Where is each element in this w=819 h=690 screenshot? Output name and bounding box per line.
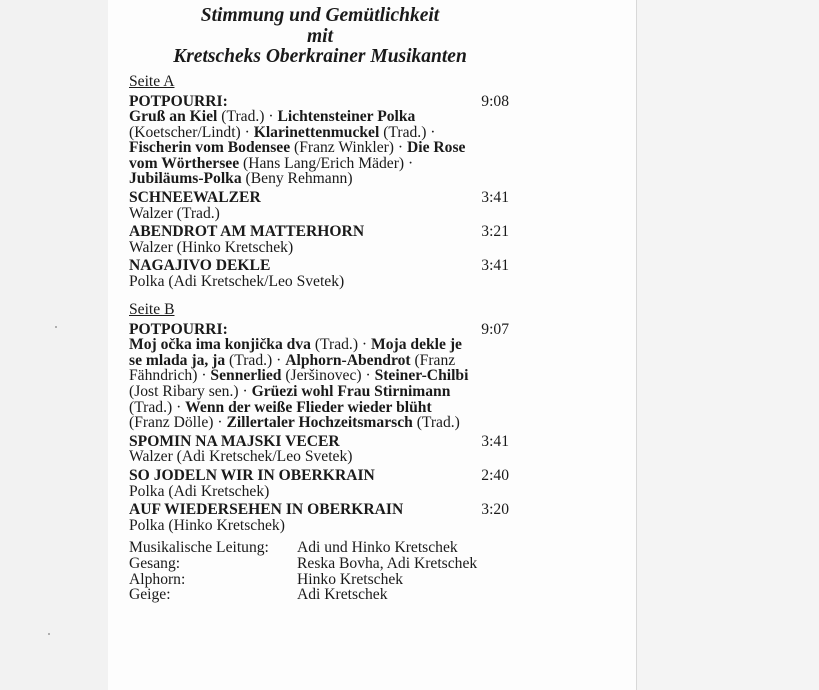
track-duration: 3:41: [481, 189, 509, 207]
track-title: AUF WIEDERSEHEN IN OBERKRAIN: [129, 501, 404, 519]
track-item: [129, 468, 509, 499]
song-credit: (Hans Lang/Erich Mäder) ·: [239, 154, 414, 172]
song-title: Steiner-Chilbi: [374, 367, 469, 385]
track-heading: [129, 434, 509, 450]
song-title: Gruß an Kiel: [129, 108, 218, 126]
credit-row: [129, 540, 509, 556]
song-title: Alphorn-Abendrot: [285, 351, 411, 369]
side-b-tracks: [129, 434, 509, 534]
credit-row: [129, 587, 509, 603]
song-title: Wenn der weiße Flieder wieder blüht: [185, 398, 432, 416]
track-info: Polka (Hinko Kretschek): [129, 516, 285, 534]
track-item: [129, 190, 509, 221]
track-duration: 3:21: [481, 223, 509, 241]
song-title: Grüezi wohl Frau Stirnimann: [251, 383, 451, 400]
track-heading: [129, 224, 509, 240]
track-duration: 9:08: [481, 92, 509, 110]
track-item: [129, 258, 509, 289]
title-line-1: Stimmung und Gemütlichkeit: [200, 5, 440, 26]
song-credit: (Trad.) ·: [129, 398, 186, 416]
song-credit: (Trad.) ·: [225, 351, 286, 369]
side-a-potpourri: [129, 94, 509, 188]
potpourri-medley-text: [129, 109, 509, 187]
credit-role: Geige:: [129, 586, 171, 604]
medley-line: [129, 140, 509, 156]
credit-role: Gesang:: [129, 554, 181, 572]
song-title: Fischerin vom Bodensee: [129, 139, 291, 157]
track-title: SO JODELN WIR IN OBERKRAIN: [129, 466, 375, 484]
medley-line: [129, 353, 509, 369]
medley-line: [129, 171, 509, 187]
medley-line: [129, 125, 509, 141]
track-info: Walzer (Hinko Kretschek): [129, 238, 294, 256]
track-duration: 2:40: [481, 466, 509, 484]
track-item: [129, 502, 509, 533]
track-heading: [129, 94, 509, 110]
track-duration: 3:41: [481, 432, 509, 450]
song-title: se mlada ja, ja: [129, 351, 226, 369]
side-b-potpourri: [129, 322, 509, 431]
track-heading: [129, 190, 509, 206]
medley-line: [129, 384, 509, 400]
song-credit: (Trad.) ·: [217, 108, 278, 126]
title-line-3: Kretscheks Oberkrainer Musikanten: [173, 46, 467, 67]
track-heading: [129, 468, 509, 484]
potpourri-medley-text: [129, 337, 509, 431]
song-title: Klarinettenmuckel: [253, 123, 380, 141]
song-title: vom Wörthersee: [129, 154, 240, 172]
insert-content: [129, 6, 509, 603]
track-duration: 3:20: [481, 501, 509, 519]
track-title: NAGAJIVO DEKLE: [129, 257, 271, 275]
track-info: Walzer (Adi Kretschek/Leo Svetek): [129, 448, 353, 466]
credit-role: Alphorn:: [129, 570, 186, 588]
track-item: [129, 224, 509, 255]
track-heading: [129, 502, 509, 518]
track-duration: 9:07: [481, 320, 509, 338]
song-credit: (Franz Dölle) ·: [129, 414, 227, 432]
side-a-section: [129, 68, 509, 290]
credit-row: [129, 556, 509, 572]
cassette-insert-card: [108, 0, 636, 690]
medley-line: [129, 156, 509, 172]
track-heading: [129, 322, 509, 338]
side-b-section: [129, 296, 509, 534]
song-credit: (Trad.): [412, 414, 460, 432]
track-title: SCHNEEWALZER: [129, 189, 261, 207]
side-a-tracks: [129, 190, 509, 290]
song-credit: (Beny Rehmann): [241, 170, 353, 188]
track-item: [129, 434, 509, 465]
track-heading: [129, 258, 509, 274]
scan-background-right: [636, 0, 819, 690]
credit-name: Adi Kretschek: [297, 586, 388, 604]
song-title: Sennerlied: [210, 367, 282, 385]
credit-name: Reska Bovha, Adi Kretschek: [297, 554, 478, 572]
medley-line: [129, 368, 509, 384]
song-title: Zillertaler Hochzeitsmarsch: [226, 414, 413, 432]
song-title: Jubiläums-Polka: [129, 170, 242, 188]
medley-line: [129, 400, 509, 416]
track-duration: 3:41: [481, 257, 509, 275]
credit-name: Hinko Kretschek: [297, 570, 404, 588]
track-info: Polka (Adi Kretschek/Leo Svetek): [129, 273, 345, 291]
song-credit: (Franz Winkler) ·: [290, 139, 407, 157]
track-info: Polka (Adi Kretschek): [129, 482, 270, 500]
scan-background-left: [0, 0, 108, 690]
side-a-label: Seite A: [129, 72, 175, 90]
speck: [48, 633, 50, 635]
song-title: Moj očka ima konjička dva: [129, 336, 311, 354]
song-credit: (Trad.) ·: [310, 336, 371, 354]
track-info: Walzer (Trad.): [129, 204, 220, 222]
speck: [55, 326, 57, 328]
credit-row: [129, 572, 509, 588]
medley-line: [129, 337, 509, 353]
track-title: SPOMIN NA MAJSKI VECER: [129, 432, 340, 450]
title-line-2: mit: [306, 25, 333, 47]
song-title: Lichtensteiner Polka: [277, 108, 416, 126]
song-credit: (Jeršinovec) ·: [281, 367, 375, 385]
track-title: POTPOURRI:: [129, 92, 228, 110]
credit-role: Musikalische Leitung:: [129, 539, 269, 557]
track-title: ABENDROT AM MATTERHORN: [129, 223, 365, 241]
medley-line: [129, 109, 509, 125]
track-title: POTPOURRI:: [129, 320, 228, 338]
song-credit: Fähndrich) ·: [129, 367, 211, 385]
song-title: Moja dekle je: [371, 336, 462, 354]
song-credit: (Trad.) ·: [379, 123, 436, 141]
credit-name: Adi und Hinko Kretschek: [297, 539, 458, 557]
side-b-label: Seite B: [129, 300, 175, 318]
album-title: [129, 6, 511, 68]
song-credit: (Koetscher/Lindt) ·: [129, 123, 254, 141]
song-credit: (Franz: [410, 351, 456, 369]
credits-list: [129, 540, 509, 602]
song-credit: (Jost Ribary sen.) ·: [129, 383, 252, 400]
song-title: Die Rose: [407, 139, 466, 157]
medley-line: [129, 415, 509, 431]
